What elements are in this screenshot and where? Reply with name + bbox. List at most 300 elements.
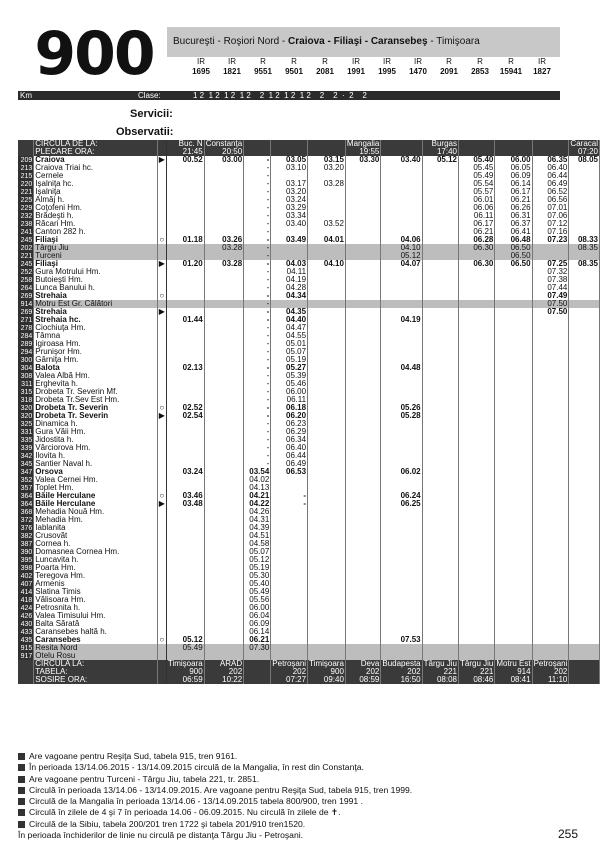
time-cell [271,620,308,628]
station-name: Ciochiuţa Hm. [34,324,157,332]
time-cell [495,452,532,460]
time-cell [569,500,600,508]
time-cell [345,628,380,636]
time-cell: 05.27 [271,364,308,372]
timetable-row [18,532,600,540]
time-cell [345,460,380,468]
time-cell [271,252,308,260]
time-cell [532,468,569,476]
time-cell [166,476,204,484]
train-column-header [250,57,276,77]
time-cell: 03.05 [271,156,308,164]
time-cell: 06.50 [495,252,532,260]
time-cell: - [244,292,271,300]
timetable-row [18,420,600,428]
time-cell: 01.18 [166,236,204,244]
time-cell: 08.35 [569,260,600,268]
time-cell: 04.26 [244,508,271,516]
train-number: 1695 [192,67,210,76]
time-cell [345,644,380,652]
time-cell [532,444,569,452]
time-cell: 06.23 [271,420,308,428]
timetable-row [18,436,600,444]
time-cell [569,276,600,284]
time-cell: - [244,300,271,308]
time-cell [495,436,532,444]
time-cell: 06.21 [459,228,495,236]
time-cell [422,396,458,404]
time-cell: - [244,284,271,292]
time-cell [495,500,532,508]
time-cell: 06.05 [495,164,532,172]
time-cell [459,268,495,276]
timetable-row [18,396,600,404]
time-cell [204,588,243,596]
time-cell [345,588,380,596]
arr-dep-marker [157,356,166,364]
note-marker-icon [18,798,25,805]
time-cell [345,556,380,564]
time-cell [381,540,422,548]
time-cell [459,396,495,404]
time-cell [422,508,458,516]
time-cell [459,316,495,324]
time-cell [532,404,569,412]
time-cell [532,564,569,572]
arr-dep-marker [157,452,166,460]
time-cell: 03.26 [204,236,243,244]
station-name: Crusovăt [34,532,157,540]
time-cell [569,572,600,580]
time-cell: 07.25 [532,260,569,268]
train-number: 2081 [316,67,334,76]
time-cell [381,420,422,428]
station-name: Jidostita h. [34,436,157,444]
time-cell [495,548,532,556]
km-cell: 232 [18,212,34,220]
time-cell [381,396,422,404]
time-cell [569,556,600,564]
time-cell: 06:59 [166,676,204,684]
station-name: Balota [34,364,157,372]
km-cell: 245 [18,260,34,268]
timetable-row [18,180,600,188]
time-cell [569,668,600,676]
time-cell: - [244,380,271,388]
time-cell: 221 [422,668,458,676]
time-cell: 17:40 [422,148,458,156]
km-cell: 238 [18,220,34,228]
time-cell [422,644,458,652]
time-cell [345,372,380,380]
time-cell [459,436,495,444]
time-cell [308,356,346,364]
time-cell [422,284,458,292]
time-cell [459,460,495,468]
class-bar [18,91,560,100]
time-cell [381,380,422,388]
time-cell: 01.20 [166,260,204,268]
time-cell [166,604,204,612]
time-cell: 06.00 [271,388,308,396]
time-cell: 04.19 [381,316,422,324]
station-name: Vârciorova Hm. [34,444,157,452]
time-cell [569,364,600,372]
time-cell: 04.34 [271,292,308,300]
arr-dep-marker: ▶ [158,260,165,268]
time-cell [166,612,204,620]
time-cell [459,284,495,292]
time-cell [345,180,380,188]
time-cell [459,508,495,516]
time-cell: Deva [345,660,380,668]
time-cell [345,188,380,196]
time-cell [532,436,569,444]
train-number: 1827 [533,67,551,76]
arr-dep-marker [157,644,166,652]
timetable-row [18,524,600,532]
time-cell [459,308,495,316]
timetable-row [18,228,600,236]
time-cell: 03.15 [308,156,346,164]
timetable-row [18,556,600,564]
station-name: Drobeta Tr.Sev Est Hm. [34,396,157,404]
timetable-row [18,628,600,636]
time-cell: 03.28 [204,244,243,252]
time-cell: - [244,332,271,340]
time-cell: - [244,204,271,212]
note-marker-icon [18,821,25,828]
time-cell: 05.40 [244,580,271,588]
km-cell: 435 [18,636,34,644]
time-cell [495,316,532,324]
timetable-row [18,348,600,356]
station-name: Caransebes haltă h. [34,628,157,636]
time-cell [345,172,380,180]
time-cell [569,412,600,420]
arr-dep-marker [157,628,166,636]
time-cell [204,636,243,644]
time-cell [495,324,532,332]
time-cell [308,556,346,564]
time-cell: 04.58 [244,540,271,548]
time-cell [308,628,346,636]
time-cell [166,420,204,428]
time-cell: 06.40 [532,164,569,172]
time-cell [204,332,243,340]
time-cell [569,604,600,612]
time-cell: 02.52 [166,404,204,412]
time-cell [569,404,600,412]
time-cell [459,444,495,452]
station-name: Balta Sărată [34,620,157,628]
time-cell [495,348,532,356]
time-cell [204,356,243,364]
time-cell [495,284,532,292]
time-cell [422,388,458,396]
time-cell [495,516,532,524]
time-cell: 06.53 [271,468,308,476]
time-cell: - [244,228,271,236]
time-cell [381,228,422,236]
time-cell [495,572,532,580]
station-name: Mehadia Nouă Hm. [34,508,157,516]
time-cell: 05.49 [166,644,204,652]
km-cell: 364 [18,500,34,508]
time-cell [569,540,600,548]
time-cell [345,268,380,276]
time-cell: 202 [532,668,569,676]
time-cell [532,636,569,644]
time-cell [166,484,204,492]
time-cell [495,140,532,148]
time-cell: 05.19 [244,564,271,572]
time-cell [308,572,346,580]
time-cell: 16:50 [381,676,422,684]
time-cell [569,564,600,572]
time-cell [166,188,204,196]
time-cell: 04.19 [271,276,308,284]
time-cell [532,412,569,420]
station-name: Orsova [34,468,157,476]
arr-dep-marker [157,524,166,532]
time-cell: 06.02 [381,468,422,476]
time-cell: 05.12 [166,636,204,644]
time-cell [381,268,422,276]
time-cell: 05.01 [271,340,308,348]
timetable-row [18,308,600,316]
km-cell: 407 [18,580,34,588]
km-cell: 398 [18,564,34,572]
time-cell [569,612,600,620]
km-cell: 402 [18,572,34,580]
time-cell [345,652,380,660]
time-cell [308,396,346,404]
arr-dep-marker [157,532,166,540]
time-cell [495,620,532,628]
km-cell: 414 [18,588,34,596]
time-cell [422,532,458,540]
time-cell: 06.28 [459,236,495,244]
timetable-row [18,356,600,364]
time-cell [345,564,380,572]
time-cell [422,212,458,220]
arr-dep-marker: ○ [157,492,166,500]
time-cell: 06.44 [532,172,569,180]
station-name: Coţofeni Hm. [34,204,157,212]
footnote-text: În perioada 13/14.06.2015 - 13/14.09.2015 circulă de la Mangalia, în rest din Constanţa. [29,762,364,773]
time-cell [422,492,458,500]
time-cell [381,308,422,316]
time-cell [422,188,458,196]
time-cell [345,364,380,372]
timetable-row [18,596,600,604]
time-cell [495,636,532,644]
train-number: 1470 [409,67,427,76]
time-cell: 03.40 [271,220,308,228]
time-cell [308,372,346,380]
time-cell: 05.12 [422,156,458,164]
station-name: Canton 282 h. [34,228,157,236]
time-cell [308,324,346,332]
time-cell: 08.35 [569,244,600,252]
arr-dep-marker [157,188,166,196]
time-cell [345,348,380,356]
station-name: Cernele [34,172,157,180]
station-name: Drobeta Tr. Severin Mf. [34,388,157,396]
km-cell: 271 [18,316,34,324]
time-cell: - [244,404,271,412]
arr-dep-marker [157,620,166,628]
time-cell [459,492,495,500]
time-cell: 06.11 [459,212,495,220]
time-cell [569,332,600,340]
time-cell: 06.34 [271,436,308,444]
time-cell [422,436,458,444]
time-cell [308,188,346,196]
arr-dep-marker [157,324,166,332]
km-cell: 202 [18,244,34,252]
time-cell [569,204,600,212]
arr-dep-marker [157,516,166,524]
time-cell [308,276,346,284]
train-header [18,57,560,100]
time-cell [204,252,243,260]
time-cell [308,580,346,588]
time-cell: 07.49 [532,292,569,300]
time-cell: 06.29 [271,428,308,436]
station-name: Târgu Jiu [34,244,157,252]
km-cell: 424 [18,604,34,612]
time-cell [345,252,380,260]
time-cell [422,236,458,244]
time-cell [345,356,380,364]
time-cell [345,508,380,516]
time-cell: 04.35 [271,308,308,316]
arr-dep-marker [157,604,166,612]
time-cell [308,612,346,620]
time-cell: - [244,252,271,260]
station-name: Tâmna [34,332,157,340]
timetable-row [18,604,600,612]
arr-dep-marker [157,668,166,676]
time-cell [569,492,600,500]
time-cell: 04.11 [271,268,308,276]
time-cell [459,644,495,652]
time-cell: 06.04 [244,612,271,620]
timetable-row [18,652,600,660]
time-cell [345,388,380,396]
time-cell: 05.26 [381,404,422,412]
time-cell [532,388,569,396]
time-cell [204,212,243,220]
time-cell [166,516,204,524]
timetable-row [18,316,600,324]
time-cell: - [244,180,271,188]
time-cell: 06.24 [381,492,422,500]
time-cell [166,268,204,276]
time-cell [271,516,308,524]
time-cell [204,548,243,556]
train-category: IR [352,57,360,66]
time-cell: 03.10 [271,164,308,172]
time-cell: 08.33 [569,236,600,244]
time-cell [495,308,532,316]
time-cell [271,148,308,156]
time-cell: 06.40 [271,444,308,452]
km-cell: 387 [18,540,34,548]
note-marker-icon [18,787,25,794]
time-cell [166,292,204,300]
km-cell: 220 [18,180,34,188]
time-cell [381,476,422,484]
time-cell [381,188,422,196]
time-cell [532,492,569,500]
time-cell [459,588,495,596]
time-cell [459,404,495,412]
time-cell: 20:50 [204,148,243,156]
time-cell [308,436,346,444]
arr-dep-marker [157,660,166,668]
km-cell: 308 [18,372,34,380]
km-cell: 345 [18,460,34,468]
km-cell: 395 [18,556,34,564]
time-cell [345,516,380,524]
station-name: Valea Timisului Hm. [34,612,157,620]
time-cell [345,340,380,348]
time-cell [345,300,380,308]
time-cell [204,196,243,204]
time-cell [271,140,308,148]
time-cell [345,228,380,236]
time-cell [166,196,204,204]
time-cell: 04.51 [244,532,271,540]
time-cell [271,524,308,532]
km-label: Km [20,91,32,100]
time-cell [569,220,600,228]
footnote [18,807,578,818]
timetable [18,140,600,684]
footnotes [18,751,578,841]
arr-dep-marker: ○ [157,636,166,644]
arr-dep-marker: ▶ [158,156,165,164]
station-name: Ilovita h. [34,452,157,460]
time-cell [495,564,532,572]
km-cell: 382 [18,532,34,540]
time-cell: 06.49 [532,180,569,188]
time-cell [166,340,204,348]
footnote-text: În perioada închiderilor de linie nu circulă pe distanţa Târgu Jiu - Petroşani. [18,830,304,841]
time-cell: 07.01 [532,204,569,212]
time-cell [308,300,346,308]
arr-dep-marker [157,540,166,548]
footnote [18,762,578,773]
time-cell: 03.54 [244,468,271,476]
km-cell: 221 [18,252,34,260]
time-cell [166,284,204,292]
time-cell: - [244,348,271,356]
time-cell: 05.19 [271,356,308,364]
time-cell [308,620,346,628]
time-cell [271,604,308,612]
time-cell [204,476,243,484]
footnote-text: Circulă în perioada 13/14.06 - 13/14.09.2015. Are vagoane pentru Reşiţa Sud, tabela 915, tren 1999. [29,784,413,795]
time-cell [381,628,422,636]
time-cell [204,412,243,420]
time-cell [422,412,458,420]
time-cell [532,332,569,340]
time-cell: 04.01 [308,236,346,244]
